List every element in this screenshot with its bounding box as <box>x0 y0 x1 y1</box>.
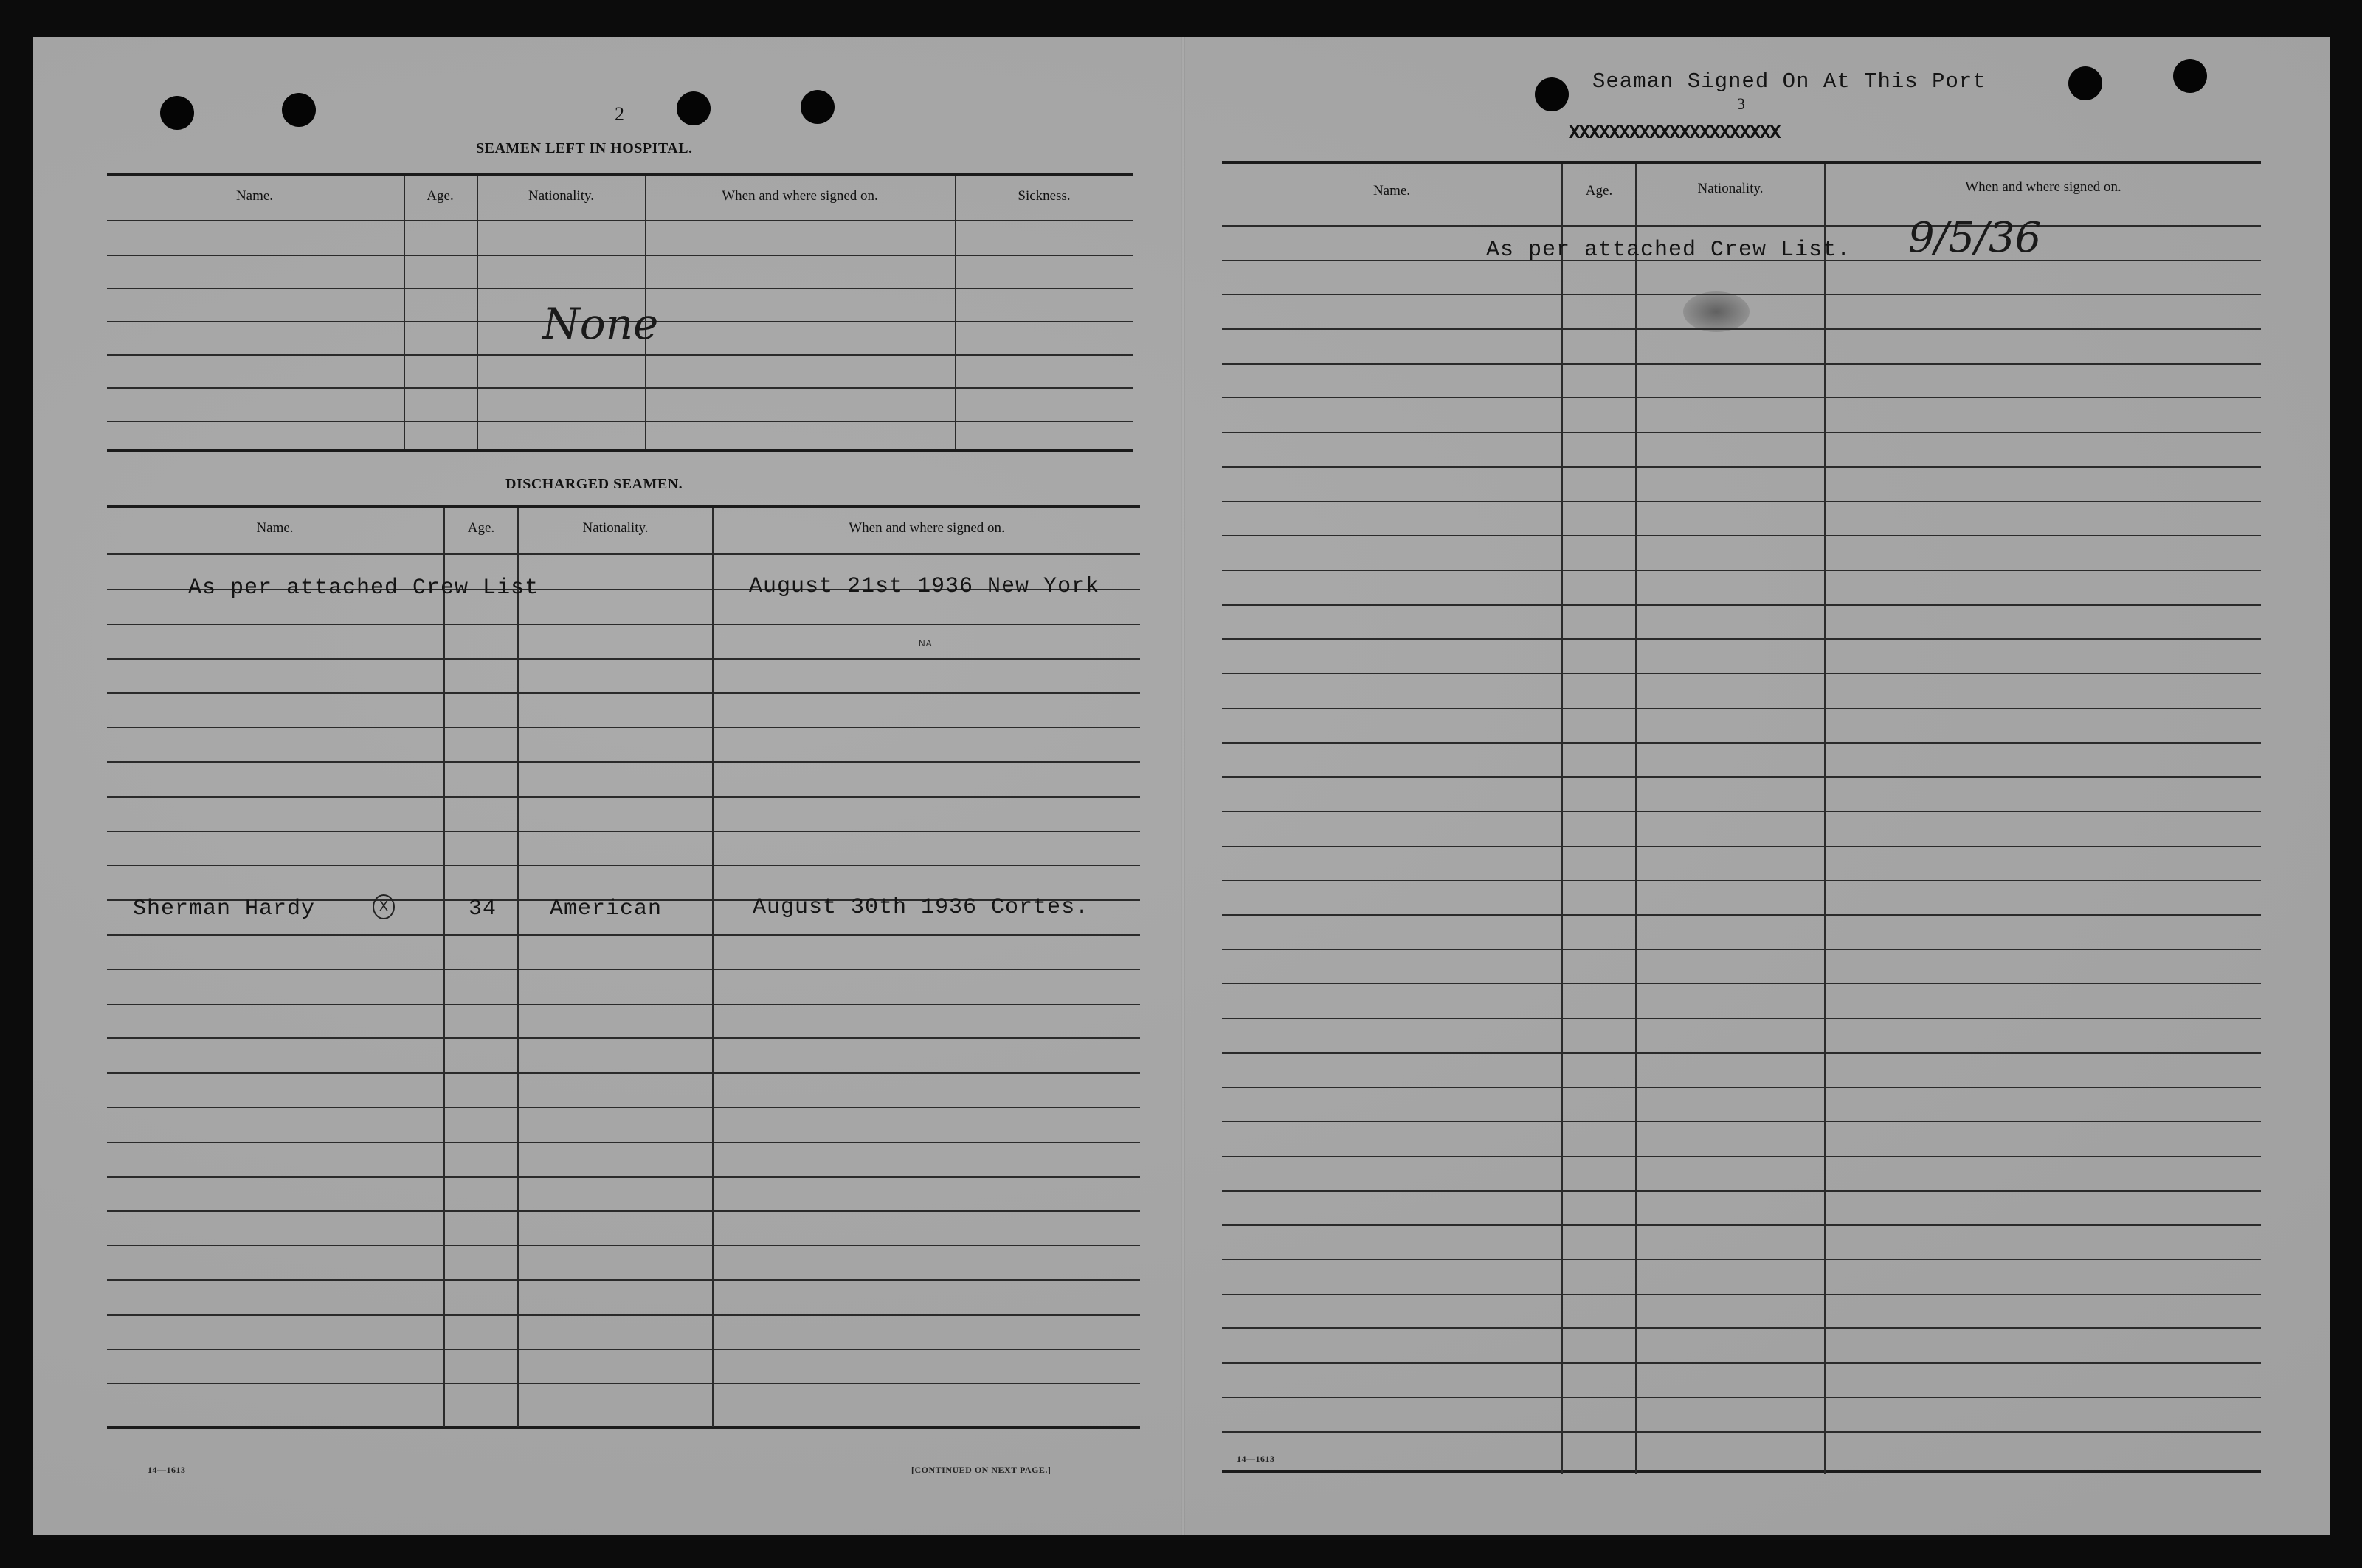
row-rule <box>107 354 1133 356</box>
row-rule <box>1222 363 2261 365</box>
hospital-section-title: SEAMEN LEFT IN HOSPITAL. <box>476 140 693 156</box>
page-number: 2 <box>615 103 624 125</box>
col-divider <box>404 176 405 449</box>
row-rule <box>1222 501 2261 502</box>
row-rule <box>107 761 1140 763</box>
row-nationality: American <box>550 897 663 922</box>
stamp-fragment: NA <box>919 638 933 649</box>
col-divider <box>712 508 714 1427</box>
row-rule <box>107 1210 1140 1212</box>
ink-smudge <box>1683 291 1750 332</box>
row-rule <box>1222 1190 2261 1192</box>
left-page <box>33 37 1181 1535</box>
row-rule <box>1222 1327 2261 1329</box>
row-rule <box>107 255 1133 256</box>
table-top-rule <box>107 173 1133 176</box>
row-rule <box>107 288 1133 289</box>
row-rule <box>1222 949 2261 950</box>
row-rule <box>1222 914 2261 916</box>
header-rule <box>107 220 1133 221</box>
col-header-name: Name. <box>235 188 274 204</box>
row-rule <box>1222 673 2261 674</box>
col-header-name: Name. <box>1372 183 1411 198</box>
row-rule <box>1222 1121 2261 1122</box>
col-header-age: Age. <box>1585 183 1613 198</box>
row-rule <box>1222 1087 2261 1088</box>
document-sheet <box>33 37 2330 1535</box>
row-rule <box>1222 397 2261 398</box>
row-rule <box>1222 811 2261 812</box>
col-divider <box>477 176 478 449</box>
row-rule <box>107 1245 1140 1246</box>
col-header-nationality: Nationality. <box>528 188 594 204</box>
row-rule <box>107 1176 1140 1178</box>
col-header-sickness: Sickness. <box>1018 188 1071 204</box>
row-rule <box>107 1037 1140 1039</box>
row-rule <box>107 1142 1140 1143</box>
table-bottom-rule <box>107 449 1133 452</box>
row-rule <box>107 1072 1140 1074</box>
col-header-nationality: Nationality. <box>582 520 649 536</box>
row-rule <box>1222 294 2261 295</box>
row-rule <box>1222 708 2261 709</box>
row-rule <box>107 831 1140 832</box>
row-rule <box>107 1004 1140 1005</box>
row-rule <box>107 1279 1140 1281</box>
col-header-age: Age. <box>467 520 495 536</box>
row-rule <box>1222 1294 2261 1295</box>
signature-mark: X <box>373 894 395 919</box>
discharged-section-title: DISCHARGED SEAMEN. <box>505 476 683 492</box>
right-page <box>1185 37 2330 1535</box>
row-rule <box>1222 1362 2261 1364</box>
struck-out-heading: XXXXXXXXXXXXXXXXXXXXX <box>1569 122 1780 144</box>
col-header-nationality: Nationality. <box>1697 181 1764 196</box>
row-rule <box>107 624 1140 625</box>
row-name-crew-list: As per attached Crew List <box>188 576 539 601</box>
row-rule <box>107 727 1140 728</box>
row-rule <box>1222 570 2261 571</box>
col-header-signed-on: When and where signed on. <box>849 520 1005 536</box>
row-age: 34 <box>469 897 497 922</box>
col-header-signed-on: When and where signed on. <box>722 188 878 204</box>
row-rule <box>107 865 1140 866</box>
typed-heading: Seaman Signed On At This Port <box>1592 69 1986 94</box>
row-rule <box>1222 225 2261 227</box>
row-rule <box>107 658 1140 660</box>
table-top-rule <box>1222 161 2261 164</box>
row-name-sherman-hardy: Sherman Hardy <box>133 897 316 922</box>
col-header-signed-on: When and where signed on. <box>1965 179 2121 195</box>
row-rule <box>107 387 1133 389</box>
row-rule <box>1222 1052 2261 1054</box>
handwritten-date: 9/5/36 <box>1908 214 2042 262</box>
col-header-name: Name. <box>256 520 294 536</box>
row-rule <box>1222 328 2261 330</box>
row-rule <box>107 796 1140 798</box>
row-rule <box>107 1314 1140 1316</box>
row-rule <box>1222 1259 2261 1260</box>
row-rule <box>107 692 1140 694</box>
row-rule <box>1222 1224 2261 1226</box>
table-top-rule <box>107 505 1140 508</box>
row-rule <box>107 1107 1140 1108</box>
header-rule <box>107 553 1140 555</box>
row-signed-on: August 21st 1936 New York <box>749 574 1100 599</box>
row-rule <box>1222 466 2261 468</box>
col-divider <box>443 508 445 1427</box>
col-divider <box>517 508 519 1427</box>
row-rule <box>1222 432 2261 433</box>
row-rule <box>1222 535 2261 536</box>
row-rule <box>1222 776 2261 778</box>
row-rule <box>1222 1431 2261 1433</box>
row-rule <box>1222 1018 2261 1019</box>
row-rule <box>1222 846 2261 847</box>
row-rule <box>107 1383 1140 1384</box>
row-name-crew-list: As per attached Crew List. <box>1486 238 1851 263</box>
row-rule <box>107 969 1140 970</box>
form-number: 14—1613 <box>148 1465 186 1475</box>
row-rule <box>1222 1156 2261 1157</box>
row-signed-on: August 30th 1936 Cortes. <box>753 895 1090 920</box>
row-rule <box>1222 742 2261 744</box>
row-rule <box>1222 604 2261 606</box>
table-bottom-rule <box>107 1426 1140 1429</box>
row-rule <box>107 421 1133 422</box>
col-header-age: Age. <box>427 188 454 204</box>
col-divider <box>1824 164 1826 1474</box>
col-divider <box>1635 164 1637 1474</box>
page-number: 3 <box>1737 94 1745 113</box>
handwritten-none: None <box>542 299 659 349</box>
table-bottom-rule <box>1222 1470 2261 1473</box>
row-rule <box>1222 638 2261 640</box>
form-number: 14—1613 <box>1237 1454 1275 1464</box>
col-divider <box>955 176 956 449</box>
row-rule <box>107 1349 1140 1350</box>
row-rule <box>107 934 1140 936</box>
col-divider <box>1561 164 1563 1474</box>
continued-note: [CONTINUED ON NEXT PAGE.] <box>911 1465 1051 1475</box>
row-rule <box>1222 983 2261 984</box>
row-rule <box>1222 1397 2261 1398</box>
row-rule <box>1222 880 2261 881</box>
